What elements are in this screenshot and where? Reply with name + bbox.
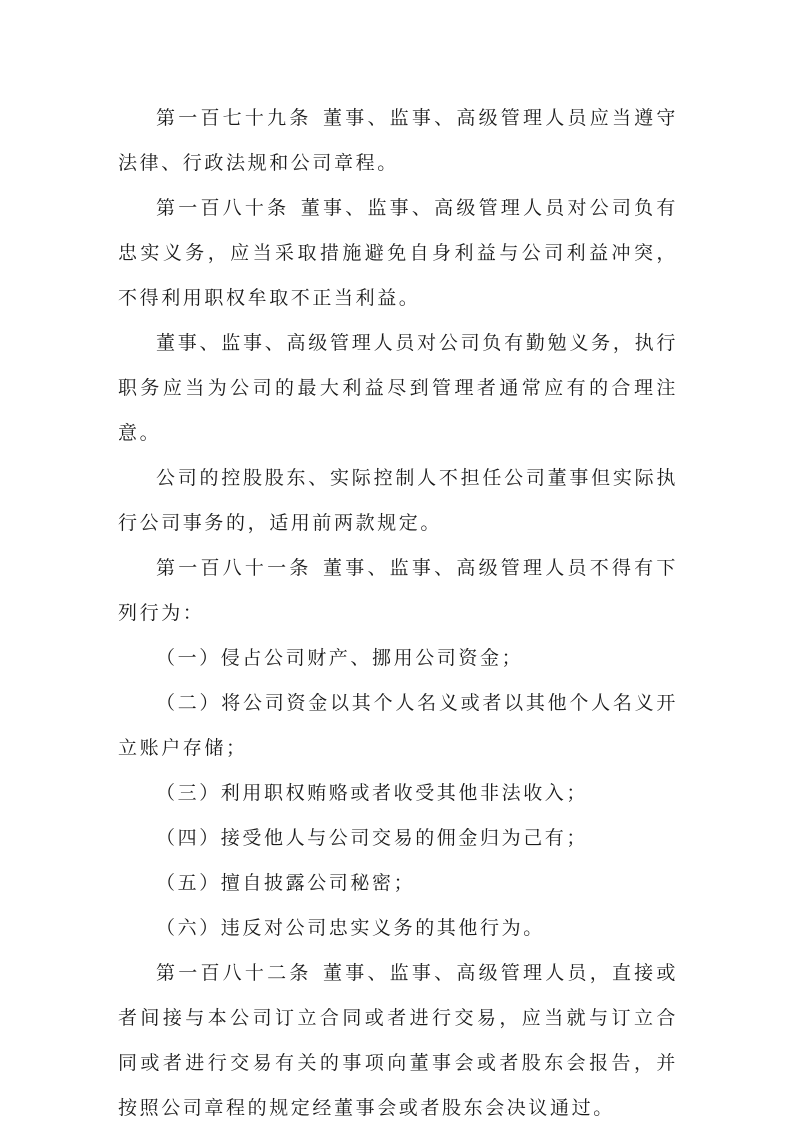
paragraph-article-181 [118, 546, 678, 636]
paragraph-text: 董事、监事、高级管理人员对公司负有忠实义务，应当采取措施避免自身利益与公司利益冲突，不得利用职权牟取不正当利益。 [118, 197, 679, 309]
list-item-text: （三）利用职权贿赂或者收受其他非法收入； [156, 782, 589, 804]
list-item-text: （六）违反对公司忠实义务的其他行为。 [156, 917, 545, 939]
list-item-text: （四）接受他人与公司交易的佣金归为己有； [156, 827, 589, 849]
article-number: 第一百八十一条 [156, 557, 312, 579]
article-number: 第一百八十二条 [156, 962, 312, 984]
paragraph-text: 董事、监事、高级管理人员不得有下列行为： [118, 557, 678, 624]
paragraph-duty-of-diligence [118, 321, 678, 456]
article-number: 第一百八十条 [156, 197, 290, 219]
list-item-4 [118, 816, 678, 861]
paragraph-article-180 [118, 186, 678, 321]
paragraph-text: 董事、监事、高级管理人员应当遵守法律、行政法规和公司章程。 [118, 107, 678, 174]
paragraph-text: 董事、监事、高级管理人员，直接或者间接与本公司订立合同或者进行交易，应当就与订立合同或者进行交易有关的事项向董事会或者股东会报告，并按照公司章程的规定经董事会或者股东会决议通过。 [118, 962, 678, 1119]
paragraph-controlling-shareholder [118, 456, 678, 546]
list-item-3 [118, 771, 678, 816]
paragraph-article-182 [118, 951, 678, 1131]
list-item-text: （二）将公司资金以其个人名义或者以其他个人名义开立账户存储； [118, 692, 678, 759]
list-item-5 [118, 861, 678, 906]
document-body [118, 96, 678, 1131]
list-item-1 [118, 636, 678, 681]
paragraph-text: 公司的控股股东、实际控制人不担任公司董事但实际执行公司事务的，适用前两款规定。 [118, 467, 678, 534]
paragraph-text: 董事、监事、高级管理人员对公司负有勤勉义务，执行职务应当为公司的最大利益尽到管理者通常应有的合理注意。 [118, 332, 678, 444]
paragraph-article-179 [118, 96, 678, 186]
list-item-6 [118, 906, 678, 951]
list-item-text: （一）侵占公司财产、挪用公司资金； [156, 647, 524, 669]
list-item-2 [118, 681, 678, 771]
article-number: 第一百七十九条 [156, 107, 312, 129]
list-item-text: （五）擅自披露公司秘密； [156, 872, 416, 894]
